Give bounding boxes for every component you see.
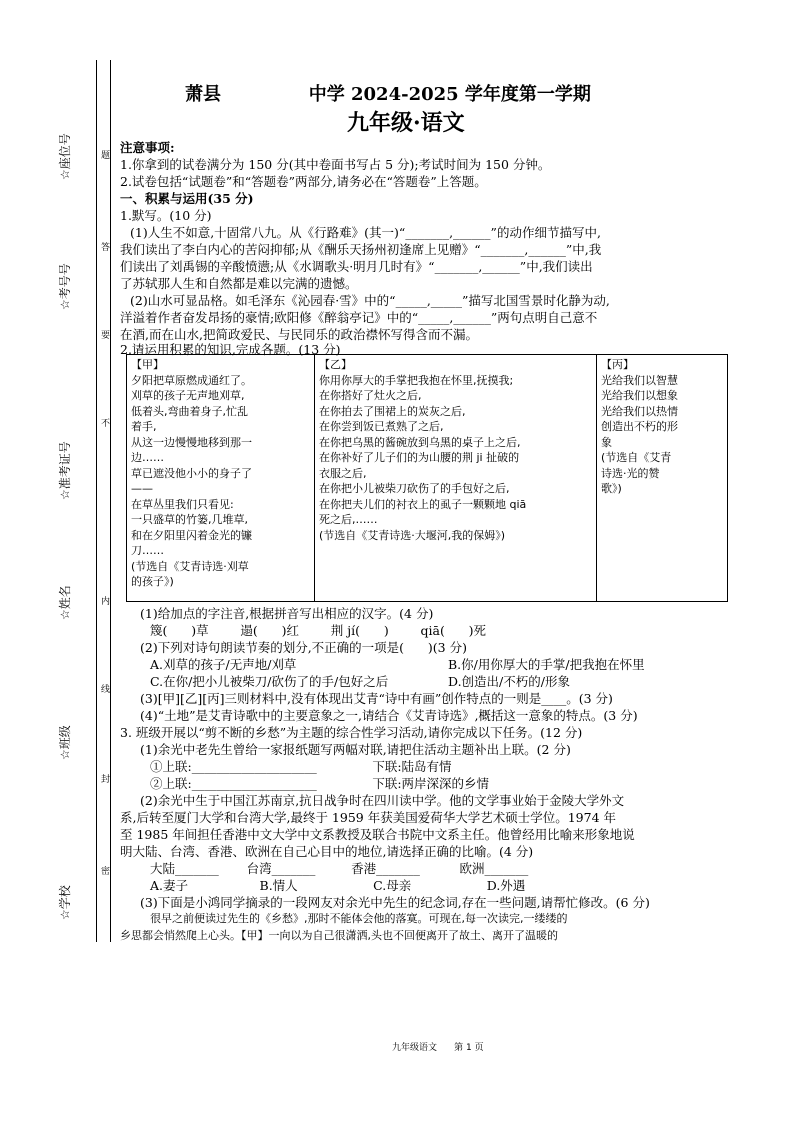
q3-sub2: (2)余光中生于中国江苏南京,抗日战争时在四川读中学。他的文学事业始于金陵大学外文	[140, 793, 625, 808]
q1-line: 了苏轼那人生和自然都是难以完满的遗憾。	[120, 276, 358, 291]
note-2: 2.试卷包括“试题卷”和“答题卷”两部分,请务必在“答题卷”上答题。	[120, 174, 487, 189]
poem-jia: 【甲】 夕阳把草原燃成通红了。 刈草的孩子无声地刈草, 低着头,弯曲着身子,忙乱 着手, 从这一边慢慢地移到那一 边…… 草已遮没他小小的身子了 —— 在草丛里我们只看见: 一只盛草的竹篓,几堆草, 和在夕阳里闪着金光的镰 刀…… (节选自《艾青诗选·刈草 的孩子》)	[127, 355, 315, 601]
school-term-title: 萧县 中学 2024-2025 学年度第一学期	[185, 84, 591, 105]
poem-bing: 【丙】 光给我们以智慧 光给我们以想象 光给我们以热情 创造出不朽的形 象 (节选自《艾青 诗选·光的赞 歌》)	[601, 358, 678, 495]
q2-sub4: (4)“土地”是艾青诗歌中的主要意象之一,请结合《艾青诗选》,概括这一意象的特点。(3 分)	[140, 708, 638, 723]
notes-heading: 注意事项:	[120, 140, 175, 155]
q3-sub3: (3)下面是小鸿同学摘录的一段网友对余光中先生的纪念词,存在一些问题,请帮忙修改。(6 分)	[140, 895, 650, 910]
option-c: C.在你/把小儿被柴刀/砍伤了的手/包好之后	[150, 674, 389, 689]
memorial-text: 乡思都会悄然爬上心头。【甲】一向以为自己很潇洒,头也不回便离开了故土、离开了温暖的	[120, 929, 558, 942]
seat-number-label: ☆座位号	[58, 133, 72, 180]
admission-number-label: ☆准考证号	[58, 441, 72, 500]
metaphor-blanks: 大陆_______ 台湾_______ 香港_______ 欧洲_______	[150, 861, 529, 876]
q3-sub2-text: 明大陆、台湾、香港、欧洲在自己心目中的地位,请选择正确的比喻。(4 分)	[120, 844, 534, 859]
page-title: 九年级·语文	[347, 110, 465, 136]
seal-mark: 要	[101, 331, 111, 341]
q2-sub2: (2)下列对诗句朗读节奏的划分,不正确的一项是( )(3 分)	[140, 640, 467, 655]
q2-heading: 2.请运用积累的知识,完成各题。(13 分)	[120, 342, 341, 357]
q1-line: 我们读出了李白内心的苦闷抑郁;从《酬乐天扬州初逢席上见赠》“_______,______”中,我	[120, 242, 602, 257]
name-label: ☆姓名	[58, 585, 72, 620]
q2-sub1: (1)给加点的字注音,根据拼音写出相应的汉字。(4 分)	[140, 606, 434, 621]
option-a: A.刈草的孩子/无声地/刈草	[150, 657, 297, 672]
seal-mark: 线	[101, 685, 111, 695]
seal-mark: 不	[101, 419, 111, 429]
couplet-2: ②上联:____________________ 下联:两岸深深的乡情	[150, 776, 490, 791]
couplet-1: ①上联:____________________ 下联:陆岛有情	[150, 759, 452, 774]
memorial-text: 很早之前便读过先生的《乡愁》,那时不能体会他的落寞。可现在,每一次读完,一缕缕的	[150, 912, 568, 925]
option-d: D.创造出/不朽的/形象	[448, 674, 570, 689]
option-b: B.你/用你厚大的手掌/把我抱在怀里	[448, 657, 645, 672]
seal-line-outer	[96, 60, 97, 942]
q1-line: 洋溢着作者奋发昂扬的豪情;欧阳修《醉翁亭记》中的“_____,______”两句点明自己意不	[120, 310, 598, 325]
q1-line: (1)人生不如意,十固常八九。从《行路难》(其一)“_______,______”的动作细节描写中,	[130, 225, 601, 240]
poem-yi: 【乙】 你用你厚大的手掌把我抱在怀里,抚摸我; 在你搭好了灶火之后, 在你拍去了围裙上的炭灰之后, 在你尝到饭已煮熟了之后, 在你把乌黑的酱碗放到乌黑的桌子上之后, 在你补好了儿子们的为山腰的荆 ji 扯破的 衣服之后, 在你把小儿被柴刀砍伤了的手包好之后, 在你把夫儿们的衬衣上的虱子一颗颗地 qiā 死之后,…… (节选自《艾青诗选·大堰河,我的保姆》)	[315, 355, 597, 601]
metaphor-options: A.妻子 B.情人 C.母亲 D.外遇	[150, 878, 526, 893]
class-label: ☆班级	[58, 725, 72, 760]
exam-number-label: ☆考号号	[58, 263, 72, 310]
q3-sub2-text: 至 1985 年间担任香港中文大学中文系教授及联合书院中文系主任。他曾经用比喻来形象地说	[120, 827, 635, 842]
q1-heading: 1.默写。(10 分)	[120, 208, 212, 223]
seal-line-inner	[110, 60, 111, 942]
seal-mark: 题	[101, 151, 111, 161]
seal-mark: 内	[101, 597, 111, 607]
section-heading: 一、积累与运用(35 分)	[120, 191, 254, 206]
q2-sub1-blanks: 篾( )草 遢( )红 荆 jí( ) qiā( )死	[150, 623, 487, 638]
note-1: 1.你拿到的试卷满分为 150 分(其中卷面书写占 5 分);考试时间为 150 分钟。	[120, 157, 551, 172]
q2-sub3: (3)[甲][乙][丙]三则材料中,没有体现出艾青“诗中有画”创作特点的一则是____。(3 分)	[140, 691, 613, 706]
binding-margin	[14, 60, 111, 942]
q3-sub1: (1)余光中老先生曾给一家报纸题写两幅对联,请把住活动主题补出上联。(2 分)	[140, 742, 571, 757]
q3-sub2-text: 系,后转至厦门大学和台湾大学,最终于 1959 年获美国爱荷华大学艺术硕士学位。1974 年	[120, 810, 616, 825]
page-footer: 九年级语文 第 1 页	[392, 1043, 484, 1053]
school-label: ☆学校	[58, 885, 72, 920]
q3-heading: 3. 班级开展以“剪不断的乡愁”为主题的综合性学习活动,请你完成以下任务。(12 分)	[120, 725, 583, 740]
seal-mark: 答	[101, 243, 111, 253]
seal-mark: 封	[101, 775, 111, 785]
q1-line: 们读出了刘禹锡的辛酸愤懑;从《水调歌头·明月几时有》“_______,______”中,我们读出	[120, 259, 593, 274]
poem-table	[126, 354, 728, 602]
q1-line: 在酒,而在山水,把简政爱民、与民同乐的政治襟怀写得含而不漏。	[120, 327, 478, 342]
q1-line: (2)山水可显品格。如毛泽东《沁园春·雪》中的“_____,_____”描写北国雪景时化静为动,	[130, 293, 610, 308]
seal-mark: 密	[101, 867, 111, 877]
